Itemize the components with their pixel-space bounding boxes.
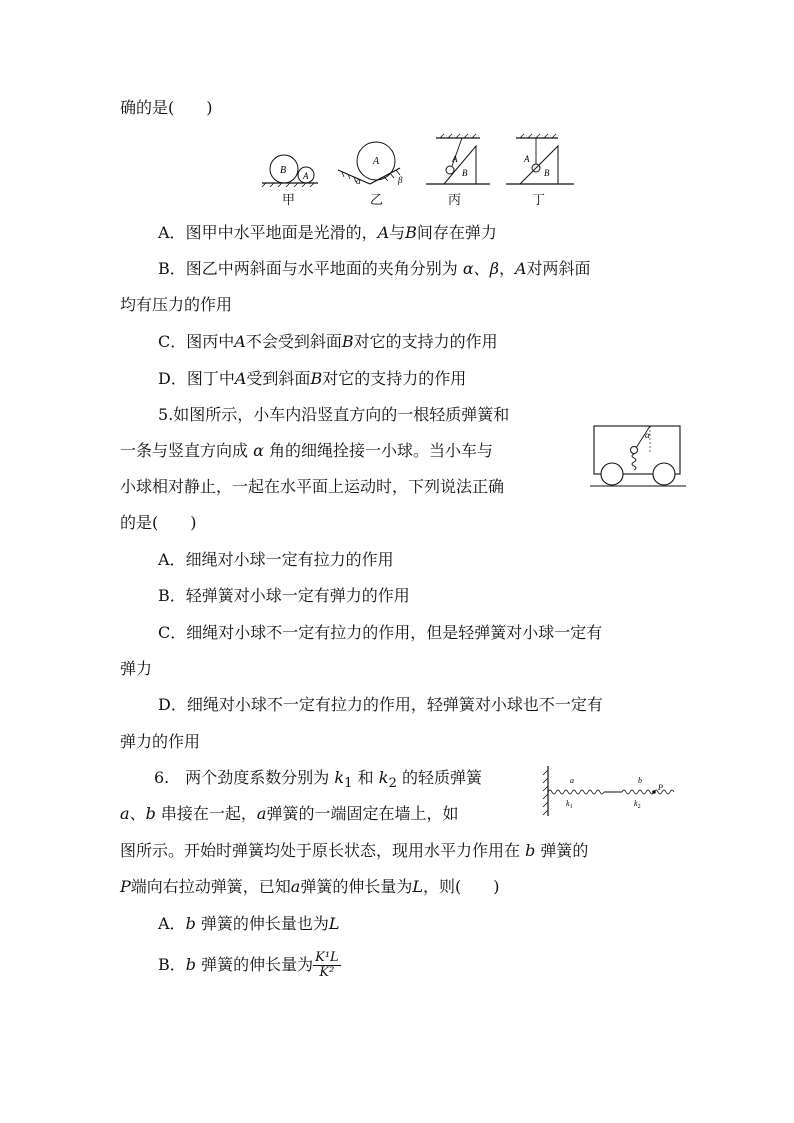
option-label: A．	[158, 550, 186, 569]
q6-stem-line3: 图所示。开始时弹簧均处于原长状态，现用水平力作用在 b 弹簧的	[120, 841, 589, 860]
q6-stem-line4: P端向右拉动弹簧，已知a弹簧的伸长量为L，则( )	[120, 877, 500, 896]
q5-option-b: B．轻弹簧对小球一定有弹力的作用	[158, 586, 410, 605]
q5-stem-line4: 的是( )	[120, 513, 197, 532]
fig-jia-label-a: A	[303, 171, 309, 181]
figure-ding	[506, 134, 574, 184]
fig-jia-label-b: B	[280, 165, 287, 176]
q4-option-b-cont: 均有压力的作用	[120, 295, 233, 314]
figure-bing	[426, 134, 490, 184]
q6-option-a: A．b 弹簧的伸长量也为L	[158, 914, 340, 933]
option-label: C．	[158, 332, 187, 351]
figure-yi	[338, 142, 403, 186]
option-label: B．	[158, 586, 186, 605]
q5-option-a: A．细绳对小球一定有拉力的作用	[158, 550, 394, 569]
figure-jia	[262, 155, 318, 187]
q6-stem-line1: 6. 两个劲度系数分别为 $k_1$ 和 $k_2$ 的轻质弹簧	[154, 768, 483, 792]
fig-bing-label-b: B	[462, 168, 468, 178]
fig-spring-k2: $k_2$	[634, 799, 641, 810]
option-label: D．	[158, 695, 187, 714]
q6-stem-line2: a、b 串接在一起，a弹簧的一端固定在墙上，如	[120, 804, 459, 823]
fig-yi-label-a: A	[373, 156, 380, 167]
q5-option-d-cont: 弹力的作用	[120, 732, 201, 751]
q5-cart-figure	[590, 424, 686, 490]
caption-jia: 甲	[282, 193, 296, 208]
fig-ding-label-a: A	[524, 154, 530, 164]
caption-bing: 丙	[448, 193, 462, 208]
q6-option-b: B．b 弹簧的伸长量为 $\frac{\text{K¹L}}{\text{K²}}$	[158, 950, 339, 980]
q4-option-b: B．图乙中两斜面与水平地面的夹角分别为 α、β，A对两斜面	[158, 259, 591, 278]
fig-yi-alpha: α	[356, 176, 361, 186]
fig-yi-beta: β	[398, 175, 403, 185]
caption-yi: 乙	[370, 193, 384, 208]
fig-spring-b: b	[638, 776, 642, 785]
fig-cart-alpha: α	[645, 430, 650, 440]
q4-stem-tail: 确的是( )	[120, 98, 213, 117]
q5-stem-line1: 5.如图所示，小车内沿竖直方向的一根轻质弹簧和	[158, 405, 510, 424]
q5-stem-line2: 一条与竖直方向成 α 角的细绳拴接一小球。当小车与	[120, 441, 493, 460]
q6-spring-figure	[540, 766, 680, 816]
caption-ding: 丁	[532, 193, 546, 208]
fig-spring-p: P	[658, 783, 663, 792]
q5-stem-line3: 小球相对静止，一起在水平面上运动时，下列说法正确	[120, 477, 505, 496]
q5-option-c-cont: 弹力	[120, 659, 153, 678]
q4-option-a: A．图甲中水平地面是光滑的，A与B间存在弹力	[158, 223, 497, 242]
fig-ding-label-b: B	[544, 168, 550, 178]
option-label: B．	[158, 955, 186, 974]
option-label: A．	[158, 914, 186, 933]
fig-spring-a: a	[570, 776, 574, 785]
option-label: C．	[158, 623, 187, 642]
fig-spring-k1: $k_1$	[566, 799, 573, 810]
option-label: A．	[158, 223, 186, 242]
option-label: D．	[158, 369, 187, 388]
fig-bing-label-a: A	[452, 154, 458, 164]
option-label: B．	[158, 259, 186, 278]
q4-figures	[258, 128, 578, 186]
q5-option-c: C．细绳对小球不一定有拉力的作用，但是轻弹簧对小球一定有	[158, 623, 603, 642]
q4-option-c: C．图丙中A不会受到斜面B对它的支持力的作用	[158, 332, 498, 351]
q4-option-d: D．图丁中A受到斜面B对它的支持力的作用	[158, 369, 467, 388]
fraction: $\frac{\text{K¹L}}{\text{K²}}$	[315, 950, 339, 980]
q5-option-d: D．细绳对小球不一定有拉力的作用，轻弹簧对小球也不一定有	[158, 695, 603, 714]
